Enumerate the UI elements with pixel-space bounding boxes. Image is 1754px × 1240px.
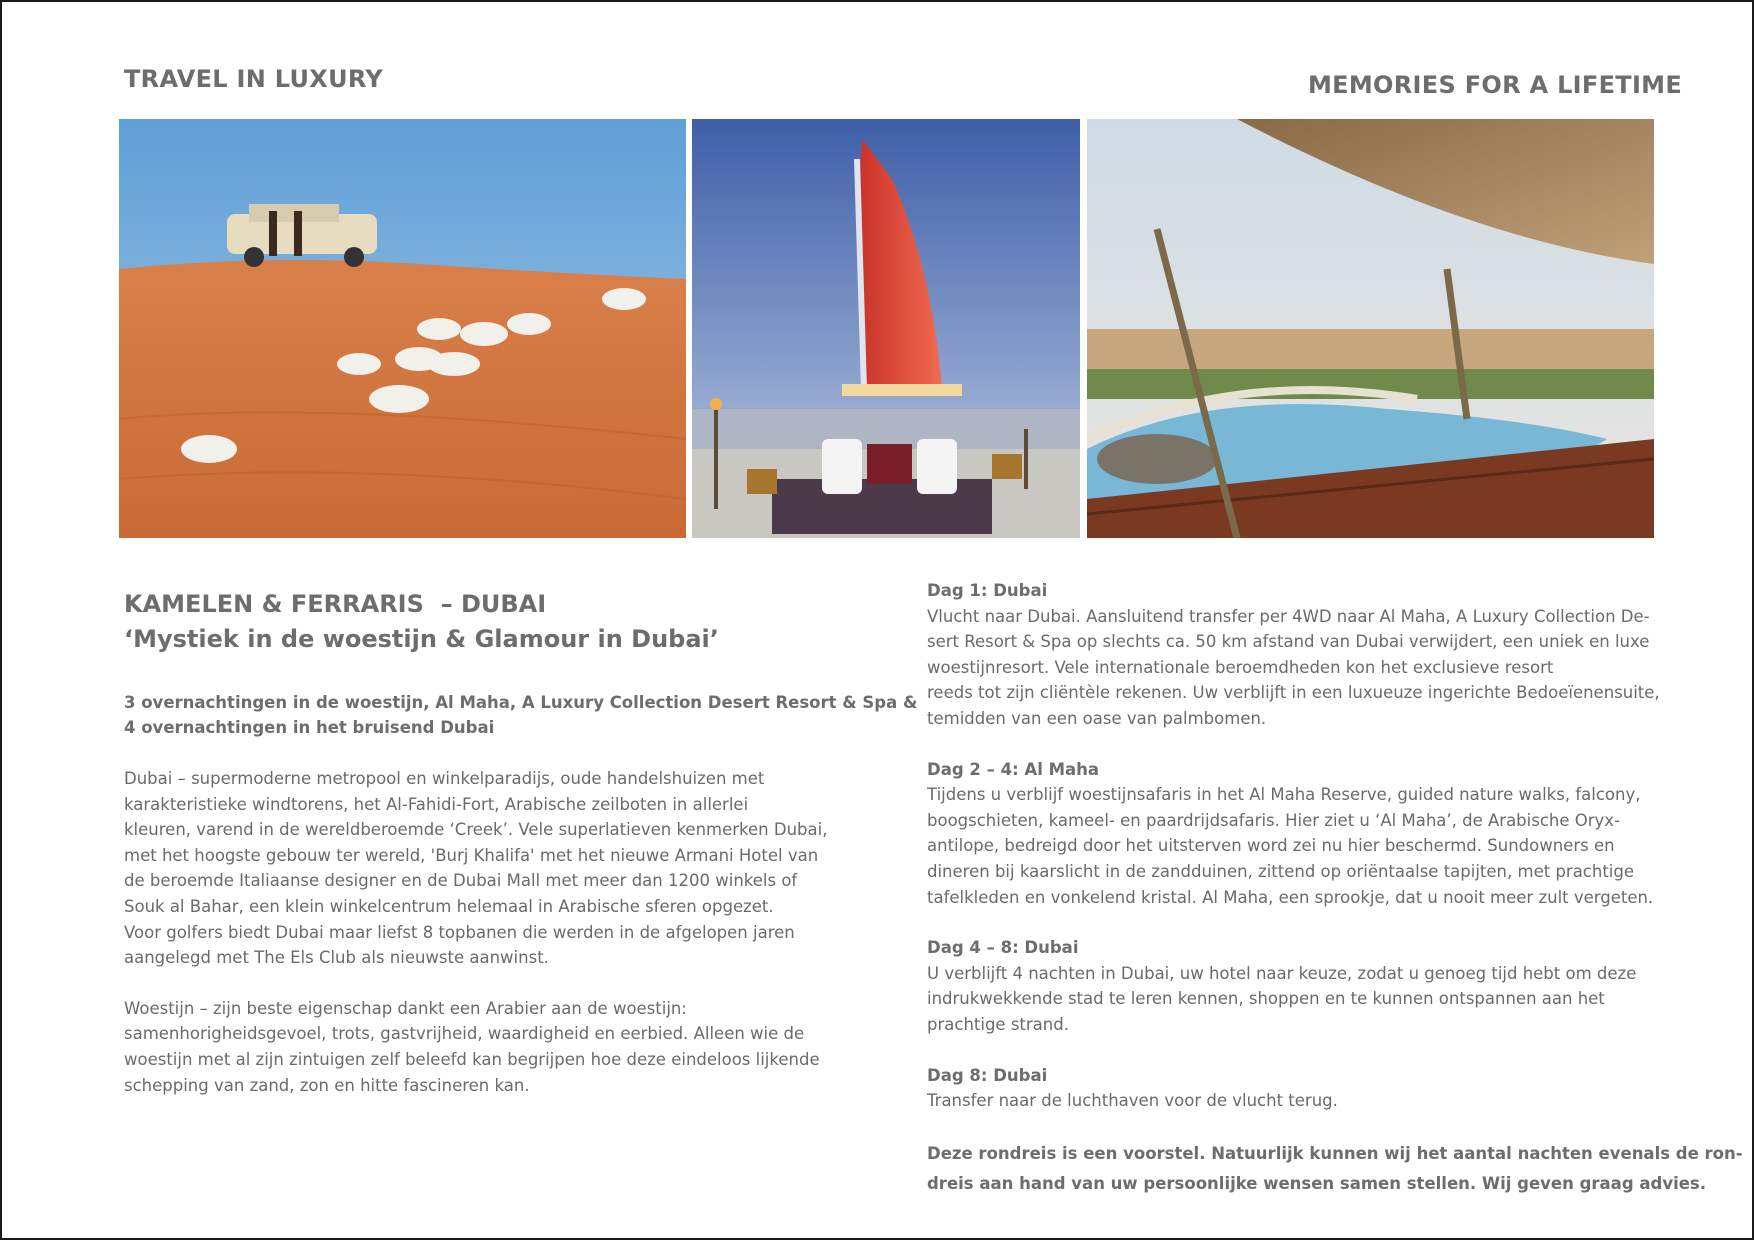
day-line: temidden van een oase van palmbomen. (927, 708, 1267, 728)
day-text (927, 961, 1647, 1038)
paragraph-line: schepping van zand, zon en hitte fascineren kan. (124, 1075, 530, 1095)
header-right-title: MEMORIES FOR A LIFETIME (1308, 71, 1683, 99)
day-title: Dag 4 – 8: Dubai (927, 938, 1079, 958)
closing-line: dreis aan hand van uw persoonlijke wensen samen stellen. Wij geven graag advies. (927, 1173, 1707, 1193)
day-line: dineren bij kaarslicht in de zandduinen, zittend op oriëntaalse tapijten, met prachtige (927, 861, 1635, 881)
itinerary-column (927, 578, 1743, 1199)
paragraph-line: kleuren, varend in de wereldberoemde ‘Creek’. Vele superlatieven kenmerken Dubai, (124, 820, 828, 840)
burj-al-arab-beach-dinner-photo (692, 119, 1080, 538)
day-line: reeds tot zijn cliëntèle rekenen. Uw verblijft in een luxueuze ingerichte Bedoeïenensuite, (927, 683, 1660, 703)
day-line: indrukwekkende stad te leren kennen, shoppen en te kunnen ontspannen aan het (927, 989, 1605, 1009)
day-text (927, 1088, 1647, 1114)
paragraph-line: Dubai – supermoderne metropool en winkelparadijs, oude handelshuizen met (124, 769, 765, 788)
desert-oryx-photo (119, 119, 686, 538)
desert-pool-canopy-photo (1087, 119, 1654, 538)
day-line: Vlucht naar Dubai. Aansluitend transfer per 4WD naar Al Maha, A Luxury Collection De- (927, 606, 1650, 626)
tour-title: KAMELEN & FERRARIS – DUBAI (124, 590, 547, 618)
paragraph-line: Voor golfers biedt Dubai maar liefst 8 topbanen die werden in de afgelopen jaren (124, 922, 795, 942)
desert-paragraph (124, 996, 824, 1098)
header-left-title: TRAVEL IN LUXURY (124, 65, 384, 93)
day-line: U verblijft 4 nachten in Dubai, uw hotel naar keuze, zodat u genoeg tijd hebt om deze (927, 963, 1637, 983)
day-line: Tijdens u verblijf woestijnsafaris in het Al Maha Reserve, guided nature walks, falcony, (927, 785, 1641, 805)
paragraph-line: Souk al Bahar, een klein winkelcentrum helemaal in Arabische sferen opgezet. (124, 896, 774, 916)
day-line: Transfer naar de luchthaven voor de vlucht terug. (927, 1091, 1338, 1111)
itinerary-day (927, 1063, 1647, 1114)
day-title: Dag 2 – 4: Al Maha (927, 759, 1100, 779)
day-title: Dag 8: Dubai (927, 1065, 1048, 1085)
left-column (124, 588, 918, 1098)
day-line: sert Resort & Spa op slechts ca. 50 km afstand van Dubai verwijdert, een uniek en luxe (927, 632, 1650, 652)
day-line: tafelkleden en vonkelend kristal. Al Maha, een sprookje, dat u nooit meer zult vergeten. (927, 887, 1654, 907)
paragraph-line: aangelegd met The Els Club als nieuwste aanwinst. (124, 948, 549, 968)
day-line: woestijnresort. Vele internationale beroemdheden kon het exclusieve resort (927, 657, 1554, 677)
day-title: Dag 1: Dubai (927, 581, 1048, 600)
day-line: boogschieten, kameel- en paardrijdsafaris. Hier ziet u ‘Al Maha’, de Arabische Oryx- (927, 810, 1621, 830)
itinerary-day (927, 578, 1660, 732)
day-line: antilope, bedreigd door het uitsterven word zei nu hier beschermd. Sundowners en (927, 836, 1615, 856)
tour-subtitle: ‘Mystiek in de woestijn & Glamour in Dubai’ (124, 625, 719, 653)
tour-intro (124, 690, 918, 740)
closing-line: Deze rondreis is een voorstel. Natuurlijk kunnen wij het aantal nachten evenals de ron- (927, 1143, 1743, 1163)
intro-line: 3 overnachtingen in de woestijn, Al Maha, A Luxury Collection Desert Resort & Spa & (124, 693, 918, 712)
paragraph-line: samenhorigheidsgevoel, trots, gastvrijheid, waardigheid en eerbied. Alleen wie de (124, 1024, 805, 1044)
paragraph-line: karakteristieke windtorens, het Al-Fahidi-Fort, Arabische zeilboten in allerlei (124, 794, 749, 814)
closing-note (927, 1139, 1743, 1199)
dubai-paragraph (124, 766, 828, 971)
day-text (927, 604, 1660, 732)
paragraph-line: met het hoogste gebouw ter wereld, 'Burj Khalifa' met het nieuwe Armani Hotel van (124, 845, 819, 865)
paragraph-line: de beroemde Italiaanse designer en de Dubai Mall met meer dan 1200 winkels of (124, 871, 798, 891)
itinerary-day (927, 935, 1647, 1037)
itinerary-day (927, 757, 1654, 911)
paragraph-line: Woestijn – zijn beste eigenschap dankt een Arabier aan de woestijn: (124, 998, 687, 1018)
day-text (927, 782, 1654, 910)
paragraph-line: woestijn met al zijn zintuigen zelf beleefd kan begrijpen hoe deze eindeloos lijkende (124, 1049, 820, 1069)
intro-line: 4 overnachtingen in het bruisend Dubai (124, 718, 495, 737)
day-line: prachtige strand. (927, 1014, 1069, 1034)
